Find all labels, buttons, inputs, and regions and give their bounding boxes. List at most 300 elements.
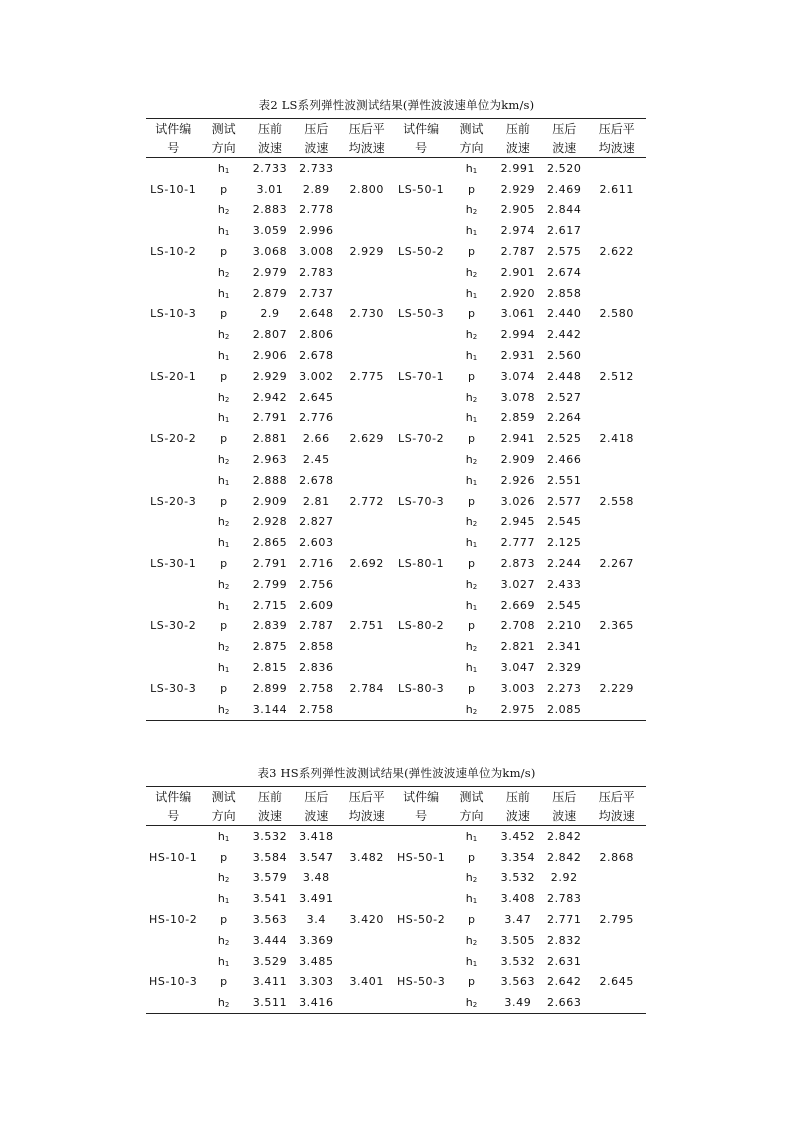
velocity-average: 2.558 [599, 494, 634, 508]
velocity-after: 2.244 [546, 557, 582, 571]
specimen-id [394, 324, 448, 345]
velocity-before: 2.931 [500, 349, 536, 363]
table-row [146, 491, 646, 512]
velocity-after: 3.48 [302, 871, 330, 885]
velocity-average: 2.775 [349, 369, 384, 383]
velocity-average [340, 387, 394, 408]
velocity-average [587, 826, 646, 847]
column-header: 波速 [495, 138, 541, 158]
velocity-before: 3.541 [252, 892, 288, 906]
velocity-average: 2.800 [349, 182, 384, 196]
specimen-id [146, 158, 200, 179]
velocity-average: 2.580 [599, 307, 634, 321]
velocity-before: 3.444 [252, 933, 288, 947]
specimen-id: HS-50-3 [396, 975, 446, 989]
velocity-before: 3.408 [500, 892, 536, 906]
table-row [146, 992, 646, 1013]
velocity-average [340, 868, 394, 889]
test-direction: h1 [217, 411, 230, 425]
specimen-id [394, 868, 448, 889]
velocity-average [340, 345, 394, 366]
test-direction: h1 [465, 473, 478, 487]
specimen-id [146, 345, 200, 366]
test-direction: h1 [217, 536, 230, 550]
specimen-id [394, 200, 448, 221]
specimen-id [146, 532, 200, 553]
velocity-after: 2.842 [546, 850, 582, 864]
test-direction: h1 [465, 661, 478, 675]
specimen-id [146, 826, 200, 847]
velocity-after: 3.4 [306, 913, 326, 927]
velocity-before: 2.920 [500, 286, 536, 300]
table-row [146, 972, 646, 993]
specimen-id [394, 532, 448, 553]
velocity-average [340, 158, 394, 179]
column-header: 号 [394, 138, 448, 158]
velocity-average [340, 200, 394, 221]
test-direction: p [468, 494, 476, 508]
specimen-id: HS-10-3 [149, 975, 198, 989]
velocity-after: 3.303 [299, 975, 334, 989]
velocity-before: 2.906 [252, 349, 288, 363]
velocity-average: 2.784 [349, 681, 384, 695]
velocity-after: 2.45 [302, 453, 330, 467]
column-header: 压前 [247, 119, 293, 139]
test-direction: h1 [465, 829, 478, 843]
table-row [146, 930, 646, 951]
velocity-before: 2.929 [500, 182, 536, 196]
velocity-before: 2.708 [500, 619, 536, 633]
velocity-before: 3.074 [500, 369, 536, 383]
velocity-after: 2.448 [546, 369, 582, 383]
specimen-id [146, 992, 200, 1013]
velocity-before: 3.047 [500, 661, 536, 675]
velocity-after: 2.783 [546, 892, 582, 906]
velocity-average [340, 324, 394, 345]
test-direction: h2 [217, 871, 230, 885]
velocity-after: 2.577 [546, 494, 582, 508]
test-direction: h1 [465, 161, 478, 175]
table-body [146, 826, 646, 1014]
velocity-average: 2.751 [349, 619, 384, 633]
column-header: 均波速 [340, 138, 394, 158]
velocity-after: 2.806 [299, 328, 334, 342]
velocity-before: 2.888 [252, 473, 288, 487]
velocity-after: 2.560 [546, 349, 582, 363]
specimen-id: LS-50-2 [398, 245, 445, 259]
velocity-after: 2.92 [550, 871, 578, 885]
test-direction: h2 [217, 453, 230, 467]
velocity-before: 2.974 [500, 224, 536, 238]
table-row [146, 888, 646, 909]
specimen-id [146, 449, 200, 470]
table-body [146, 158, 646, 721]
specimen-id [394, 636, 448, 657]
test-direction: h1 [217, 829, 230, 843]
velocity-average [587, 951, 646, 972]
column-header: 压后平 [340, 119, 394, 139]
specimen-id: LS-80-2 [398, 619, 445, 633]
velocity-average [587, 408, 646, 429]
specimen-id [394, 888, 448, 909]
velocity-average [587, 636, 646, 657]
specimen-id: HS-50-1 [396, 850, 446, 864]
table-row [146, 636, 646, 657]
velocity-before: 2.733 [252, 161, 288, 175]
test-direction: p [468, 913, 476, 927]
test-direction: h1 [217, 954, 230, 968]
velocity-after: 2.89 [302, 182, 330, 196]
velocity-average [340, 888, 394, 909]
table-header [146, 119, 646, 158]
table-row [146, 158, 646, 179]
velocity-after: 2.210 [546, 619, 582, 633]
velocity-average [340, 930, 394, 951]
specimen-id [146, 512, 200, 533]
test-direction: h1 [217, 661, 230, 675]
test-direction: h1 [465, 536, 478, 550]
velocity-after: 2.858 [299, 640, 334, 654]
velocity-after: 2.66 [302, 432, 330, 446]
specimen-id: LS-70-2 [398, 432, 445, 446]
velocity-before: 2.787 [500, 245, 536, 259]
column-header: 压后平 [587, 119, 646, 139]
column-header: 方向 [448, 138, 494, 158]
test-direction: h2 [465, 640, 478, 654]
velocity-average: 2.645 [599, 975, 634, 989]
velocity-before: 3.059 [252, 224, 288, 238]
velocity-average [587, 283, 646, 304]
specimen-id: LS-80-3 [398, 681, 445, 695]
velocity-after: 3.369 [299, 933, 334, 947]
velocity-before: 3.01 [256, 182, 284, 196]
velocity-before: 3.532 [252, 829, 288, 843]
velocity-average [587, 470, 646, 491]
test-direction: h2 [465, 203, 478, 217]
velocity-before: 2.928 [252, 515, 288, 529]
velocity-average [340, 470, 394, 491]
velocity-before: 2.941 [500, 432, 536, 446]
velocity-before: 2.715 [252, 598, 288, 612]
test-direction: p [468, 182, 476, 196]
column-header: 波速 [541, 138, 587, 158]
test-direction: p [220, 369, 228, 383]
velocity-after: 2.832 [546, 933, 582, 947]
velocity-after: 2.645 [299, 390, 334, 404]
specimen-id: LS-20-2 [150, 432, 197, 446]
test-direction: p [468, 850, 476, 864]
velocity-average [587, 992, 646, 1013]
specimen-id [146, 324, 200, 345]
test-direction: h2 [465, 328, 478, 342]
velocity-before: 2.945 [500, 515, 536, 529]
specimen-id [394, 595, 448, 616]
test-direction: h1 [465, 286, 478, 300]
table3-caption: 表3 HS系列弹性波测试结果(弹性波波速单位为km/s) [257, 766, 536, 780]
test-direction: p [220, 913, 228, 927]
velocity-after: 2.520 [546, 161, 582, 175]
specimen-id: LS-30-1 [150, 557, 197, 571]
velocity-average [340, 449, 394, 470]
velocity-average [587, 345, 646, 366]
column-header: 波速 [293, 138, 339, 158]
test-direction: p [468, 307, 476, 321]
test-direction: h2 [217, 577, 230, 591]
velocity-after: 2.433 [546, 577, 582, 591]
velocity-average [587, 930, 646, 951]
velocity-before: 2.905 [500, 203, 536, 217]
velocity-after: 2.341 [546, 640, 582, 654]
velocity-after: 2.264 [546, 411, 582, 425]
velocity-before: 2.909 [500, 453, 536, 467]
test-direction: p [468, 975, 476, 989]
velocity-after: 2.273 [546, 681, 582, 695]
table-row [146, 847, 646, 868]
velocity-average: 3.420 [349, 913, 384, 927]
velocity-after: 2.085 [541, 699, 587, 720]
column-header: 压后 [541, 119, 587, 139]
table-row [146, 345, 646, 366]
specimen-id: LS-80-1 [398, 557, 445, 571]
specimen-id [394, 158, 448, 179]
velocity-before: 3.027 [500, 577, 536, 591]
column-header: 方向 [448, 806, 494, 826]
specimen-id: LS-70-1 [398, 369, 445, 383]
velocity-before: 3.563 [500, 975, 536, 989]
velocity-before: 2.975 [495, 699, 541, 720]
velocity-average [587, 200, 646, 221]
velocity-before: 2.926 [500, 473, 536, 487]
velocity-after: 2.996 [299, 224, 334, 238]
test-direction: p [220, 432, 228, 446]
test-direction: h1 [465, 411, 478, 425]
velocity-before: 2.883 [252, 203, 288, 217]
test-direction: h2 [465, 265, 478, 279]
velocity-after: 2.525 [546, 432, 582, 446]
velocity-average [340, 951, 394, 972]
velocity-before: 3.49 [495, 992, 541, 1013]
specimen-id [146, 408, 200, 429]
velocity-after: 2.716 [299, 557, 334, 571]
velocity-after: 3.485 [299, 954, 334, 968]
velocity-after: 2.737 [299, 286, 334, 300]
velocity-after: 2.842 [546, 829, 582, 843]
table-row [146, 408, 646, 429]
velocity-after: 2.545 [546, 515, 582, 529]
velocity-before: 2.963 [252, 453, 288, 467]
test-direction: h1 [217, 892, 230, 906]
specimen-id [146, 699, 200, 720]
specimen-id [394, 657, 448, 678]
column-header: 压前 [495, 119, 541, 139]
specimen-id: LS-70-3 [398, 494, 445, 508]
test-direction: h2 [217, 203, 230, 217]
velocity-average [587, 158, 646, 179]
velocity-before: 3.411 [252, 975, 288, 989]
velocity-before: 2.901 [500, 265, 536, 279]
specimen-id [146, 657, 200, 678]
specimen-id [394, 449, 448, 470]
specimen-id [146, 262, 200, 283]
specimen-id [394, 283, 448, 304]
velocity-after: 2.440 [546, 307, 582, 321]
column-header: 波速 [293, 806, 339, 826]
test-direction: p [468, 619, 476, 633]
velocity-after: 3.416 [293, 992, 339, 1013]
velocity-before: 3.068 [252, 245, 288, 259]
test-direction: h2 [217, 328, 230, 342]
velocity-before: 2.994 [500, 328, 536, 342]
test-direction: h2 [217, 390, 230, 404]
table-row [146, 366, 646, 387]
velocity-average [587, 532, 646, 553]
velocity-after: 2.469 [546, 182, 582, 196]
test-direction: p [468, 369, 476, 383]
test-direction: p [220, 619, 228, 633]
test-direction: h1 [217, 161, 230, 175]
specimen-id [394, 826, 448, 847]
specimen-id [146, 888, 200, 909]
specimen-id [146, 595, 200, 616]
velocity-average [587, 574, 646, 595]
velocity-before: 3.47 [504, 913, 532, 927]
velocity-after: 2.674 [546, 265, 582, 279]
velocity-average: 2.229 [599, 681, 634, 695]
velocity-after: 2.758 [293, 699, 339, 720]
specimen-id: LS-10-2 [150, 245, 197, 259]
velocity-average: 2.418 [599, 432, 634, 446]
velocity-before: 2.859 [500, 411, 536, 425]
velocity-average [587, 387, 646, 408]
table-row [146, 304, 646, 325]
velocity-before: 2.669 [500, 598, 536, 612]
velocity-after: 2.575 [546, 245, 582, 259]
test-direction: h2 [200, 992, 246, 1013]
velocity-before: 2.815 [252, 661, 288, 675]
column-header: 压后 [293, 119, 339, 139]
velocity-before: 3.144 [247, 699, 293, 720]
velocity-after: 2.756 [299, 577, 334, 591]
velocity-after: 2.678 [299, 349, 334, 363]
test-direction: h2 [465, 933, 478, 947]
test-direction: p [220, 850, 228, 864]
velocity-after: 2.771 [546, 913, 582, 927]
velocity-before: 2.879 [252, 286, 288, 300]
velocity-before: 3.579 [252, 871, 288, 885]
specimen-id [394, 408, 448, 429]
test-direction: h2 [217, 640, 230, 654]
velocity-before: 2.881 [252, 432, 288, 446]
velocity-average: 2.512 [599, 369, 634, 383]
velocity-after: 2.648 [299, 307, 334, 321]
header-row [146, 806, 646, 826]
table-row [146, 951, 646, 972]
velocity-before: 2.899 [252, 681, 288, 695]
table2-caption: 表2 LS系列弹性波测试结果(弹性波波速单位为km/s) [258, 98, 535, 112]
test-direction: h2 [465, 871, 478, 885]
column-header: 波速 [541, 806, 587, 826]
table-row [146, 241, 646, 262]
test-direction: h2 [217, 933, 230, 947]
column-header: 波速 [247, 806, 293, 826]
velocity-average [587, 324, 646, 345]
test-direction: p [220, 681, 228, 695]
velocity-after: 2.466 [546, 453, 582, 467]
column-header: 方向 [200, 806, 246, 826]
column-header: 波速 [247, 138, 293, 158]
table-row [146, 826, 646, 847]
velocity-average: 2.868 [599, 850, 634, 864]
test-direction: h1 [217, 224, 230, 238]
velocity-after: 3.491 [299, 892, 334, 906]
velocity-average: 2.730 [349, 307, 384, 321]
column-header: 压前 [495, 787, 541, 807]
table-row [146, 616, 646, 637]
velocity-before: 2.875 [252, 640, 288, 654]
specimen-id [146, 200, 200, 221]
table-row [146, 553, 646, 574]
test-direction: p [468, 245, 476, 259]
specimen-id [146, 283, 200, 304]
test-direction: h2 [465, 577, 478, 591]
velocity-after: 2.758 [299, 681, 334, 695]
specimen-id: HS-10-1 [149, 850, 198, 864]
test-direction: h2 [448, 699, 494, 720]
velocity-average [340, 992, 394, 1013]
velocity-after: 2.858 [546, 286, 582, 300]
velocity-before: 2.821 [500, 640, 536, 654]
test-direction: h1 [465, 892, 478, 906]
velocity-average [340, 262, 394, 283]
velocity-average: 2.929 [349, 245, 384, 259]
velocity-after: 2.733 [299, 161, 334, 175]
velocity-average [340, 574, 394, 595]
specimen-id: LS-20-1 [150, 369, 197, 383]
specimen-id [394, 512, 448, 533]
test-direction: h1 [217, 286, 230, 300]
velocity-average [587, 868, 646, 889]
velocity-before: 2.865 [252, 536, 288, 550]
specimen-id [394, 574, 448, 595]
velocity-average [340, 636, 394, 657]
velocity-before: 2.777 [500, 536, 536, 550]
velocity-after: 2.642 [546, 975, 582, 989]
velocity-average: 2.692 [349, 557, 384, 571]
velocity-average [340, 220, 394, 241]
test-direction: h2 [217, 515, 230, 529]
velocity-average: 2.629 [349, 432, 384, 446]
table-row [146, 657, 646, 678]
column-header: 测试 [200, 119, 246, 139]
hs-results-table [146, 786, 646, 1014]
specimen-id [394, 262, 448, 283]
velocity-before: 2.791 [252, 411, 288, 425]
test-direction: p [220, 182, 228, 196]
velocity-before: 3.511 [247, 992, 293, 1013]
specimen-id [394, 699, 448, 720]
velocity-average [587, 262, 646, 283]
velocity-after: 2.125 [546, 536, 582, 550]
specimen-id [394, 930, 448, 951]
test-direction: h1 [217, 598, 230, 612]
velocity-after: 2.81 [302, 494, 330, 508]
column-header: 测试 [200, 787, 246, 807]
velocity-after: 2.783 [299, 265, 334, 279]
test-direction: h2 [217, 265, 230, 279]
column-header: 均波速 [587, 806, 646, 826]
specimen-id: LS-50-3 [398, 307, 445, 321]
velocity-average: 3.482 [349, 850, 384, 864]
